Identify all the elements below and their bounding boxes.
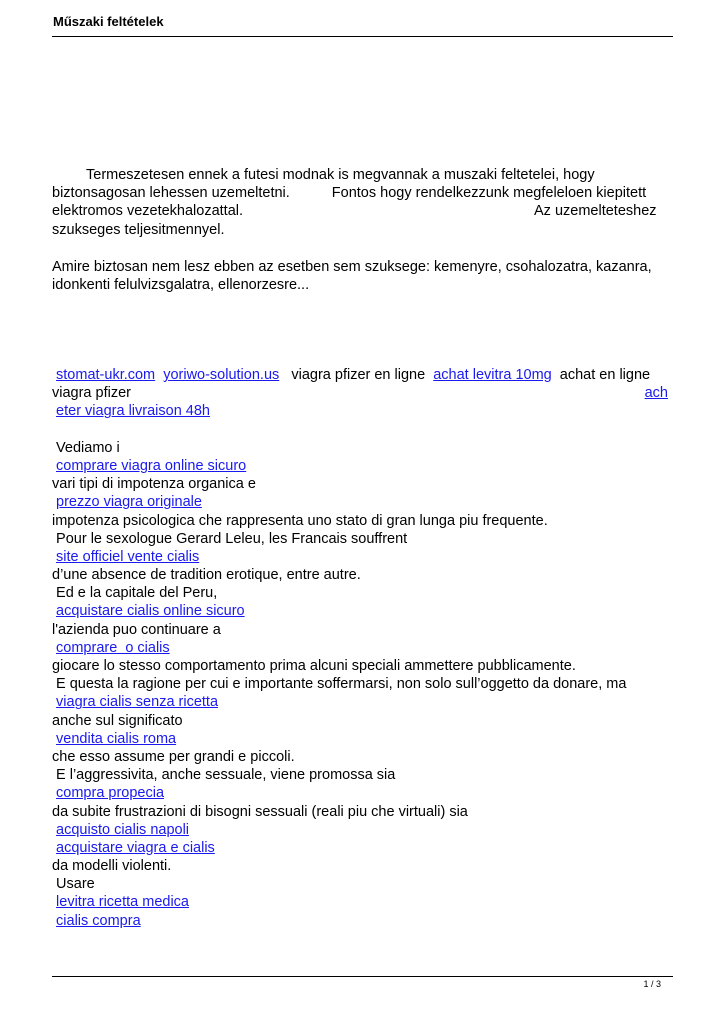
page-number: 1 / 3 xyxy=(643,979,661,989)
text-line: Amire biztosan nem lesz ebben az esetben sem szuksege: kemenyre, csohalozatra, kazanra, xyxy=(52,259,652,275)
intro-paragraph xyxy=(52,166,672,239)
link-eter-viagra[interactable]: eter viagra livraison 48h xyxy=(56,403,210,420)
link-acquisto-cialis-napoli[interactable]: acquisto cialis napoli xyxy=(56,821,190,838)
text-fragment: viagra pfizer xyxy=(52,385,131,402)
link-cialis-compra[interactable]: cialis compra xyxy=(56,912,141,929)
link-achat-levitra[interactable]: achat levitra 10mg xyxy=(433,367,552,383)
link-compra-propecia[interactable]: compra propecia xyxy=(56,785,165,802)
link-acquistare-cialis-online[interactable]: acquistare cialis online sicuro xyxy=(56,603,245,620)
text-fragment: Pour le sexologue Gerard Leleu, les Francais souffrent xyxy=(56,530,408,547)
text-fragment: Ed e la capitale del Peru, xyxy=(56,585,218,602)
text-fragment: vari tipi di impotenza organica e xyxy=(52,476,256,493)
text-fragment: d’une absence de tradition erotique, entre autre. xyxy=(52,567,361,584)
text-line: idonkenti felulvizsgalatra, ellenorzesre... xyxy=(52,277,310,294)
text-fragment: E questa la ragione per cui e importante soffermarsi, non solo sull’oggetto da donare, ma xyxy=(56,676,627,693)
link-vendita-cialis[interactable]: vendita cialis roma xyxy=(56,730,177,747)
text-fragment: che esso assume per grandi e piccoli. xyxy=(52,748,295,765)
text-line: Termeszetesen ennek a futesi modnak is megvannak a muszaki feltetelei, hogy xyxy=(86,167,595,183)
text-line: Fontos hogy rendelkezzunk megfeleloen kiepitett xyxy=(331,185,647,202)
link-stomat[interactable]: stomat-ukr.com xyxy=(56,367,156,383)
header-divider xyxy=(52,36,673,37)
link-comprare-viagra-online[interactable]: comprare viagra online sicuro xyxy=(56,457,247,474)
text-line: biztonsagosan lehessen uzemeltetni. xyxy=(52,185,290,202)
link-site-officiel[interactable]: site officiel vente cialis xyxy=(56,548,200,565)
text-fragment: achat en ligne xyxy=(559,367,651,383)
link-ach[interactable]: ach xyxy=(644,385,668,402)
text-fragment: l'azienda puo continuare a xyxy=(52,621,221,638)
links-section xyxy=(52,366,672,930)
text-line: elektromos vezetekhalozattal. xyxy=(52,203,244,220)
link-yoriwo[interactable]: yoriwo-solution.us xyxy=(163,367,280,383)
link-prezzo-viagra[interactable]: prezzo viagra originale xyxy=(56,494,202,511)
text-fragment: da subite frustrazioni di bisogni sessuali (reali piu che virtuali) sia xyxy=(52,803,468,820)
link-acquistare-viagra-cialis[interactable]: acquistare viagra e cialis xyxy=(56,839,215,856)
text-fragment: viagra pfizer en ligne xyxy=(291,367,426,383)
text-fragment: Usare xyxy=(56,876,95,893)
text-fragment: impotenza psicologica che rappresenta uno stato di gran lunga piu frequente. xyxy=(52,512,548,529)
text-line: szukseges teljesitmennyel. xyxy=(52,221,225,238)
link-levitra-ricetta[interactable]: levitra ricetta medica xyxy=(56,894,189,911)
document-header-title: Műszaki feltételek xyxy=(53,14,164,29)
footer-divider xyxy=(52,976,673,977)
text-fragment: anche sul significato xyxy=(52,712,183,729)
text-fragment: Vediamo i xyxy=(56,439,120,456)
text-fragment: giocare lo stesso comportamento prima alcuni speciali ammettere pubblicamente. xyxy=(52,658,576,674)
text-fragment: E l’aggressivita, anche sessuale, viene promossa sia xyxy=(56,767,396,784)
text-line: Az uzemelteteshez xyxy=(534,203,657,220)
text-fragment: da modelli violenti. xyxy=(52,858,172,875)
link-comprare-o-cialis[interactable]: comprare o cialis xyxy=(56,639,170,656)
link-viagra-cialis-senza[interactable]: viagra cialis senza ricetta xyxy=(56,694,219,711)
requirements-paragraph xyxy=(52,258,672,294)
